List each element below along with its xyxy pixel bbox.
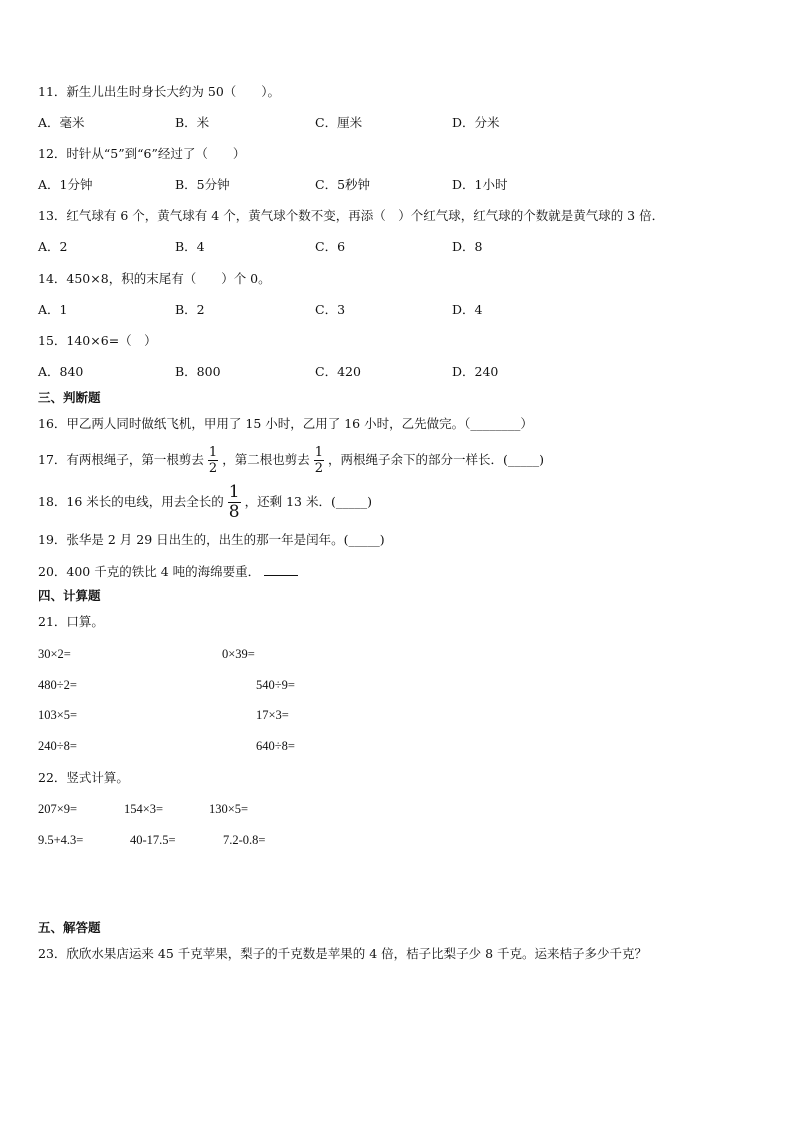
fraction-one-half — [208, 446, 218, 475]
q20-text: 20．400 千克的铁比 4 吨的海绵要重． — [38, 564, 261, 579]
fraction-denominator: 2 — [314, 461, 323, 476]
fraction-denominator: 2 — [208, 461, 218, 476]
q13-option-a[interactable]: A．2 — [38, 239, 68, 254]
vertical-calc-item: 130×5= — [209, 802, 249, 816]
answer-blank[interactable] — [264, 563, 298, 576]
q15-option-a[interactable]: A．840 — [38, 364, 84, 379]
mental-math-item: 0×39= — [222, 647, 255, 661]
q13-option-c[interactable]: C．6 — [315, 239, 346, 254]
mental-math-item: 540÷9= — [256, 678, 295, 692]
q14-option-d[interactable]: D．4 — [452, 302, 483, 317]
question-13: 13．红气球有 6 个，黄气球有 4 个，黄气球个数不变，再添（ ）个红气球，红气球的个数就是黄气球的 3 倍． — [38, 208, 665, 223]
q15-option-b[interactable]: B．800 — [175, 364, 221, 379]
vertical-calc-item: 9.5+4.3= — [38, 833, 84, 847]
section-heading-calculation: 四、计算题 — [38, 588, 101, 603]
question-11: 11．新生儿出生时身长大约为 50（ ）。 — [38, 84, 281, 99]
mental-math-item: 103×5= — [38, 708, 78, 722]
mental-math-item: 240÷8= — [38, 739, 77, 753]
q11-option-c[interactable]: C．厘米 — [315, 115, 363, 130]
fraction-numerator: 1 — [314, 445, 323, 460]
q18-text-b: ，还剩 13 米．(_____) — [244, 494, 372, 509]
fraction-numerator: 1 — [208, 445, 218, 460]
q17-text-a: 17．有两根绳子，第一根剪去 — [38, 452, 204, 467]
question-16: 16．甲乙两人同时做纸飞机，甲用了 15 小时，乙用了 16 小时，乙先做完。（________） — [38, 416, 533, 431]
fraction-numerator: 1 — [228, 482, 240, 502]
q15-option-c[interactable]: C．420 — [315, 364, 361, 379]
q13-option-d[interactable]: D．8 — [452, 239, 483, 254]
q12-option-d[interactable]: D．1小时 — [452, 177, 508, 192]
fraction-one-eighth — [228, 484, 241, 521]
q12-option-c[interactable]: C．5秒钟 — [315, 177, 371, 192]
question-15: 15．140×6=（ ） — [38, 333, 157, 348]
mental-math-item: 480÷2= — [38, 678, 77, 692]
q11-option-d[interactable]: D．分米 — [452, 115, 500, 130]
q12-option-b[interactable]: B．5分钟 — [175, 177, 230, 192]
question-14: 14．450×8，积的末尾有（ ）个 0。 — [38, 271, 271, 286]
question-21-title: 21．口算。 — [38, 614, 104, 629]
mental-math-item: 640÷8= — [256, 739, 295, 753]
question-12: 12．时针从“5”到“6”经过了（ ） — [38, 146, 246, 161]
vertical-calc-item: 207×9= — [38, 802, 78, 816]
vertical-calc-item: 40-17.5= — [130, 833, 176, 847]
q12-option-a[interactable]: A．1分钟 — [38, 177, 93, 192]
q11-option-a[interactable]: A．毫米 — [38, 115, 85, 130]
mental-math-item: 17×3= — [256, 708, 289, 722]
q14-option-c[interactable]: C．3 — [315, 302, 346, 317]
question-19: 19．张华是 2 月 29 日出生的，出生的那一年是闰年。(_____) — [38, 532, 385, 547]
q18-text-a: 18．16 米长的电线，用去全长的 — [38, 494, 224, 509]
fraction-denominator: 8 — [228, 502, 240, 522]
question-23: 23．欣欣水果店运来 45 千克苹果，梨子的千克数是苹果的 4 倍，桔子比梨子少 8 千克。运来桔子多少千克？ — [38, 946, 648, 961]
question-20 — [38, 563, 298, 580]
q15-option-d[interactable]: D．240 — [452, 364, 499, 379]
section-heading-word-problems: 五、解答题 — [38, 920, 101, 935]
q11-option-b[interactable]: B．米 — [175, 115, 210, 130]
question-18 — [38, 482, 372, 522]
fraction-one-half — [314, 446, 324, 475]
vertical-calc-item: 7.2-0.8= — [223, 833, 266, 847]
q14-option-b[interactable]: B．2 — [175, 302, 205, 317]
q13-option-b[interactable]: B．4 — [175, 239, 205, 254]
section-heading-judgment: 三、判断题 — [38, 390, 101, 405]
question-17 — [38, 444, 544, 476]
vertical-calc-item: 154×3= — [124, 802, 164, 816]
question-22-title: 22．竖式计算。 — [38, 770, 129, 785]
q14-option-a[interactable]: A．1 — [38, 302, 68, 317]
q17-text-c: ，两根绳子余下的部分一样长．(_____) — [328, 452, 545, 467]
q17-text-b: ，第二根也剪去 — [222, 452, 310, 467]
mental-math-item: 30×2= — [38, 647, 71, 661]
